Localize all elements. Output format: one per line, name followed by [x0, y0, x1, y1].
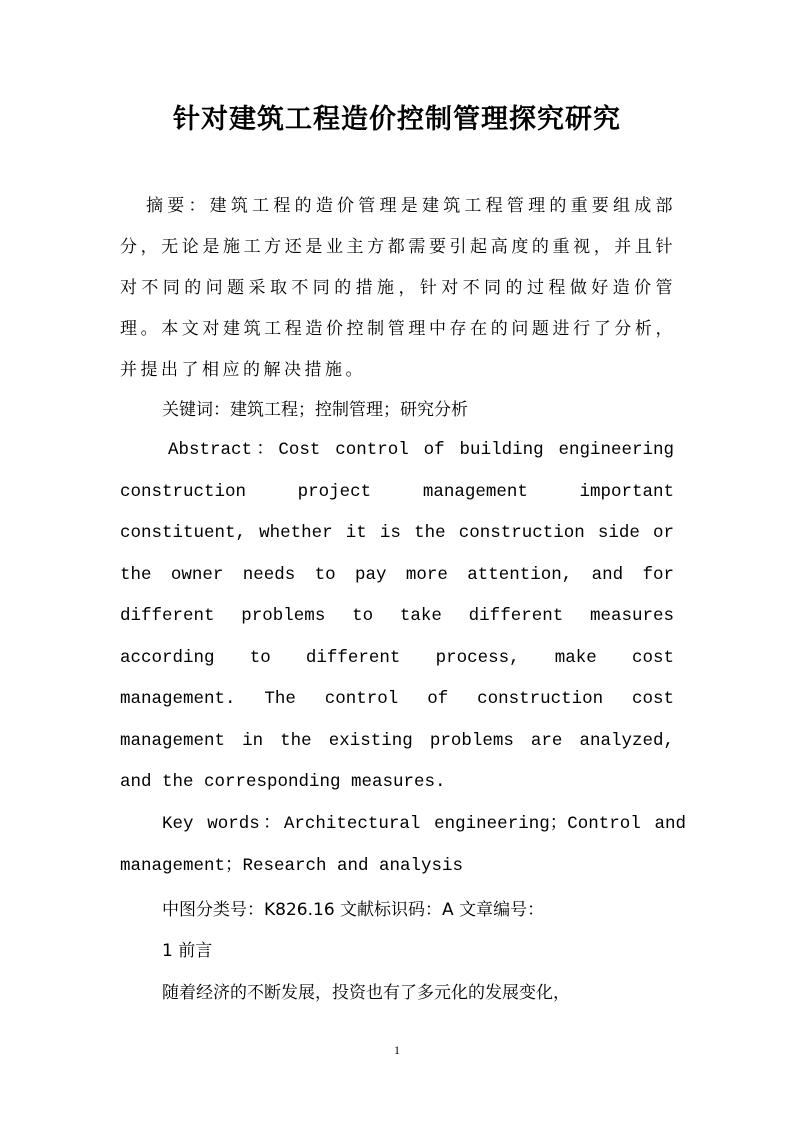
chinese-abstract: 摘要：建筑工程的造价管理是建筑工程管理的重要组成部分，无论是施工方还是业主方都需要引起高度的重视，并且针对不同的问题采取不同的措施，针对不同的过程做好造价管理。本文对建筑工程造价控制管理中存在的问题进行了分析，并提出了相应的解决措施。: [120, 196, 676, 380]
chinese-keywords: 关键词：建筑工程；控制管理；研究分析: [162, 400, 468, 420]
document-title: 针对建筑工程造价控制管理探究研究: [173, 104, 621, 135]
section-heading: 1 前言: [162, 941, 213, 961]
body-paragraph-start: 随着经济的不断发展，投资也有了多元化的发展变化，: [162, 983, 570, 1003]
english-keywords: Key words：Architectural engineering；Control and management；Research and analysis: [120, 814, 686, 876]
english-abstract: Abstract：Cost control of building engineering construction project management important constituent, whether it is the construction side or the owner needs to pay more attention, and for different problems to take different measures according to different process, make cost management. The control of construction cost management in the existing problems are analyzed, and the corresponding measures.: [120, 440, 674, 792]
classification-line: 中图分类号：K826.16 文献标识码：A 文章编号：: [162, 900, 545, 920]
page-number: 1: [394, 1043, 400, 1057]
